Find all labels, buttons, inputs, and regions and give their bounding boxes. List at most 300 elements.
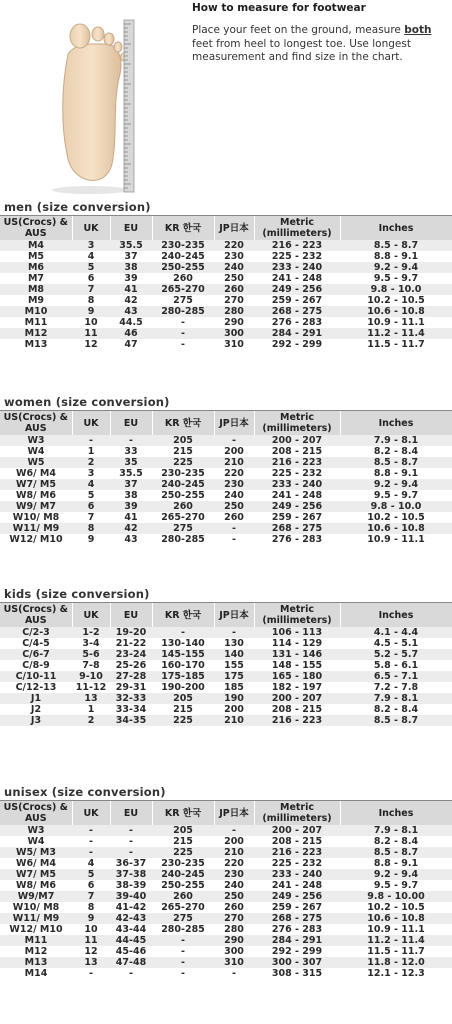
cell-inches: 7.9 - 8.1	[340, 435, 452, 446]
cell-jp: 230	[214, 869, 254, 880]
cell-metric: 259 - 267	[254, 512, 340, 523]
cell-inches: 9.8 - 10.0	[340, 501, 452, 512]
cell-inches: 8.8 - 9.1	[340, 468, 452, 479]
cell-jp: 270	[214, 295, 254, 306]
cell-us-aus: M7	[0, 273, 72, 284]
cell-inches: 8.5 - 8.7	[340, 457, 452, 468]
cell-us-aus: W10/ M8	[0, 902, 72, 913]
cell-kr: 225	[152, 715, 214, 726]
cell-jp: -	[214, 825, 254, 836]
cell-jp: 260	[214, 512, 254, 523]
cell-kr: 205	[152, 435, 214, 446]
cell-jp: 260	[214, 902, 254, 913]
cell-metric: 268 - 275	[254, 913, 340, 924]
cell-us-aus: C/4-5	[0, 638, 72, 649]
cell-metric: 114 - 129	[254, 638, 340, 649]
cell-jp: 240	[214, 262, 254, 273]
cell-metric: 241 - 248	[254, 490, 340, 501]
cell-jp: 130	[214, 638, 254, 649]
cell-jp: 200	[214, 446, 254, 457]
cell-metric: 284 - 291	[254, 328, 340, 339]
cell-jp: 210	[214, 847, 254, 858]
cell-kr: 280-285	[152, 924, 214, 935]
column-header-uk: UK	[72, 801, 110, 825]
cell-uk: 7	[72, 891, 110, 902]
cell-us-aus: J1	[0, 693, 72, 704]
cell-uk: -	[72, 847, 110, 858]
cell-uk: 7	[72, 512, 110, 523]
cell-kr: 215	[152, 836, 214, 847]
cell-jp: 240	[214, 490, 254, 501]
column-header-eu: EU	[110, 801, 152, 825]
cell-eu: -	[110, 825, 152, 836]
cell-uk: 9-10	[72, 671, 110, 682]
cell-jp: 200	[214, 836, 254, 847]
cell-inches: 9.8 - 10.0	[340, 284, 452, 295]
cell-eu: 42-43	[110, 913, 152, 924]
cell-inches: 10.9 - 11.1	[340, 317, 452, 328]
cell-jp: 280	[214, 306, 254, 317]
cell-us-aus: W7/ M5	[0, 869, 72, 880]
cell-us-aus: M11	[0, 317, 72, 328]
cell-kr: -	[152, 317, 214, 328]
cell-metric: 241 - 248	[254, 880, 340, 891]
cell-kr: -	[152, 339, 214, 350]
cell-jp: -	[214, 435, 254, 446]
cell-uk: 1	[72, 704, 110, 715]
cell-inches: 7.9 - 8.1	[340, 693, 452, 704]
cell-metric: 148 - 155	[254, 660, 340, 671]
column-header-us-aus: US(Crocs) & AUS	[0, 801, 72, 825]
cell-uk: 5	[72, 869, 110, 880]
measuring-tape	[124, 20, 134, 192]
men-size-section	[0, 200, 452, 350]
cell-jp: 140	[214, 649, 254, 660]
cell-kr: 260	[152, 501, 214, 512]
cell-eu: 38	[110, 490, 152, 501]
cell-metric: 165 - 180	[254, 671, 340, 682]
cell-inches: 9.5 - 9.7	[340, 273, 452, 284]
cell-kr: 240-245	[152, 869, 214, 880]
cell-eu: 43	[110, 534, 152, 545]
cell-jp: -	[214, 523, 254, 534]
cell-metric: 249 - 256	[254, 284, 340, 295]
table-row	[0, 847, 452, 858]
cell-uk: 5	[72, 262, 110, 273]
cell-inches: 8.5 - 8.7	[340, 847, 452, 858]
cell-metric: 268 - 275	[254, 306, 340, 317]
cell-us-aus: M8	[0, 284, 72, 295]
table-row	[0, 902, 452, 913]
table-row	[0, 295, 452, 306]
cell-us-aus: C/12-13	[0, 682, 72, 693]
cell-kr: 225	[152, 457, 214, 468]
cell-metric: 233 - 240	[254, 479, 340, 490]
cell-kr: 280-285	[152, 306, 214, 317]
cell-us-aus: W8/ M6	[0, 880, 72, 891]
cell-kr: 230-235	[152, 240, 214, 251]
cell-eu: 42	[110, 523, 152, 534]
cell-eu: 39-40	[110, 891, 152, 902]
cell-eu: 25-26	[110, 660, 152, 671]
table-row	[0, 534, 452, 545]
cell-metric: 225 - 232	[254, 251, 340, 262]
cell-metric: 106 - 113	[254, 627, 340, 638]
cell-metric: 200 - 207	[254, 693, 340, 704]
cell-inches: 4.1 - 4.4	[340, 627, 452, 638]
cell-us-aus: W3	[0, 435, 72, 446]
cell-eu: 38	[110, 262, 152, 273]
cell-inches: 4.5 - 5.1	[340, 638, 452, 649]
cell-kr: 265-270	[152, 284, 214, 295]
cell-jp: 270	[214, 913, 254, 924]
cell-kr: 240-245	[152, 479, 214, 490]
cell-uk: 2	[72, 457, 110, 468]
kids-size-section	[0, 587, 452, 726]
cell-us-aus: J3	[0, 715, 72, 726]
cell-eu: 21-22	[110, 638, 152, 649]
table-row	[0, 273, 452, 284]
cell-us-aus: M9	[0, 295, 72, 306]
cell-inches: 11.2 - 11.4	[340, 935, 452, 946]
cell-inches: 9.2 - 9.4	[340, 479, 452, 490]
cell-eu: 43	[110, 306, 152, 317]
cell-eu: 37-38	[110, 869, 152, 880]
cell-us-aus: M4	[0, 240, 72, 251]
column-header-inches: Inches	[340, 603, 452, 627]
cell-inches: 8.5 - 8.7	[340, 240, 452, 251]
cell-eu: 41-42	[110, 902, 152, 913]
cell-us-aus: M13	[0, 957, 72, 968]
cell-uk: -	[72, 825, 110, 836]
cell-us-aus: M10	[0, 306, 72, 317]
cell-us-aus: W5	[0, 457, 72, 468]
section-title: men (size conversion)	[4, 200, 151, 214]
cell-metric: 208 - 215	[254, 446, 340, 457]
cell-us-aus: M5	[0, 251, 72, 262]
cell-kr: 230-235	[152, 468, 214, 479]
guide-title: How to measure for footwear	[192, 2, 366, 14]
cell-uk: 2	[72, 715, 110, 726]
table-row	[0, 512, 452, 523]
cell-us-aus: W6/ M4	[0, 858, 72, 869]
cell-uk: 6	[72, 501, 110, 512]
cell-inches: 5.2 - 5.7	[340, 649, 452, 660]
table-row	[0, 660, 452, 671]
cell-uk: 13	[72, 693, 110, 704]
column-header-jp: JP日本	[214, 801, 254, 825]
table-row	[0, 479, 452, 490]
column-header-metric: Metric (millimeters)	[254, 603, 340, 627]
cell-metric: 308 - 315	[254, 968, 340, 979]
cell-inches: 8.8 - 9.1	[340, 251, 452, 262]
cell-kr: 265-270	[152, 902, 214, 913]
cell-jp: 190	[214, 693, 254, 704]
cell-jp: 220	[214, 468, 254, 479]
cell-eu: 33-34	[110, 704, 152, 715]
cell-eu: 47-48	[110, 957, 152, 968]
cell-eu: 42	[110, 295, 152, 306]
cell-metric: 233 - 240	[254, 869, 340, 880]
cell-metric: 216 - 223	[254, 847, 340, 858]
cell-kr: 175-185	[152, 671, 214, 682]
cell-jp: 200	[214, 704, 254, 715]
cell-jp: 290	[214, 317, 254, 328]
cell-uk: -	[72, 435, 110, 446]
cell-jp: 210	[214, 457, 254, 468]
cell-us-aus: W4	[0, 836, 72, 847]
cell-us-aus: W4	[0, 446, 72, 457]
cell-uk: 4	[72, 479, 110, 490]
table-row	[0, 306, 452, 317]
cell-kr: -	[152, 627, 214, 638]
column-header-inches: Inches	[340, 801, 452, 825]
cell-inches: 10.2 - 10.5	[340, 295, 452, 306]
cell-eu: 19-20	[110, 627, 152, 638]
table-row	[0, 957, 452, 968]
cell-eu: 41	[110, 512, 152, 523]
cell-jp: -	[214, 627, 254, 638]
cell-kr: 205	[152, 825, 214, 836]
cell-inches: 9.8 - 10.00	[340, 891, 452, 902]
cell-inches: 10.2 - 10.5	[340, 512, 452, 523]
cell-kr: 250-255	[152, 880, 214, 891]
cell-eu: 46	[110, 328, 152, 339]
cell-metric: 208 - 215	[254, 704, 340, 715]
cell-eu: 47	[110, 339, 152, 350]
column-header-us-aus: US(Crocs) & AUS	[0, 603, 72, 627]
cell-metric: 249 - 256	[254, 501, 340, 512]
cell-jp: 310	[214, 957, 254, 968]
table-row	[0, 836, 452, 847]
cell-kr: 225	[152, 847, 214, 858]
cell-inches: 8.2 - 8.4	[340, 446, 452, 457]
cell-metric: 208 - 215	[254, 836, 340, 847]
cell-kr: 275	[152, 523, 214, 534]
cell-uk: 9	[72, 913, 110, 924]
cell-uk: 7	[72, 284, 110, 295]
cell-metric: 216 - 223	[254, 457, 340, 468]
kids-size-table	[0, 603, 452, 726]
cell-jp: 250	[214, 273, 254, 284]
table-row	[0, 435, 452, 446]
cell-jp: 300	[214, 328, 254, 339]
table-row	[0, 446, 452, 457]
cell-jp: 155	[214, 660, 254, 671]
section-title: unisex (size conversion)	[4, 785, 166, 799]
cell-metric: 131 - 146	[254, 649, 340, 660]
cell-jp: 300	[214, 946, 254, 957]
cell-jp: 310	[214, 339, 254, 350]
cell-eu: 23-24	[110, 649, 152, 660]
table-row	[0, 924, 452, 935]
cell-us-aus: W11/ M9	[0, 523, 72, 534]
cell-uk: 10	[72, 924, 110, 935]
cell-eu: -	[110, 836, 152, 847]
cell-kr: -	[152, 946, 214, 957]
cell-kr: 265-270	[152, 512, 214, 523]
cell-uk: 8	[72, 902, 110, 913]
header-row	[0, 411, 452, 435]
cell-inches: 10.2 - 10.5	[340, 902, 452, 913]
table-row	[0, 339, 452, 350]
column-header-kr: KR 한국	[152, 603, 214, 627]
cell-metric: 216 - 223	[254, 715, 340, 726]
cell-eu: 35	[110, 457, 152, 468]
cell-jp: 230	[214, 251, 254, 262]
column-header-eu: EU	[110, 603, 152, 627]
cell-us-aus: W9/M7	[0, 891, 72, 902]
table-row	[0, 704, 452, 715]
cell-inches: 8.8 - 9.1	[340, 858, 452, 869]
column-header-kr: KR 한국	[152, 801, 214, 825]
cell-eu: -	[110, 435, 152, 446]
cell-inches: 11.5 - 11.7	[340, 946, 452, 957]
unisex-size-section	[0, 785, 452, 979]
cell-inches: 10.6 - 10.8	[340, 913, 452, 924]
column-header-uk: UK	[72, 411, 110, 435]
cell-inches: 9.2 - 9.4	[340, 869, 452, 880]
cell-inches: 8.2 - 8.4	[340, 704, 452, 715]
measure-guide	[0, 0, 452, 194]
table-row	[0, 671, 452, 682]
cell-us-aus: W12/ M10	[0, 534, 72, 545]
table-row	[0, 682, 452, 693]
column-header-inches: Inches	[340, 411, 452, 435]
cell-us-aus: M12	[0, 946, 72, 957]
column-header-uk: UK	[72, 603, 110, 627]
foot-measuring-illustration	[40, 14, 140, 194]
cell-kr: -	[152, 935, 214, 946]
cell-uk: -	[72, 968, 110, 979]
unisex-size-table	[0, 801, 452, 979]
cell-inches: 12.1 - 12.3	[340, 968, 452, 979]
cell-metric: 292 - 299	[254, 946, 340, 957]
women-size-section	[0, 395, 452, 545]
table-row	[0, 490, 452, 501]
header-row	[0, 603, 452, 627]
cell-metric: 284 - 291	[254, 935, 340, 946]
table-row	[0, 284, 452, 295]
cell-inches: 6.5 - 7.1	[340, 671, 452, 682]
cell-jp: 250	[214, 501, 254, 512]
cell-jp: 250	[214, 891, 254, 902]
cell-eu: 41	[110, 284, 152, 295]
cell-uk: 7-8	[72, 660, 110, 671]
cell-inches: 5.8 - 6.1	[340, 660, 452, 671]
cell-us-aus: M6	[0, 262, 72, 273]
cell-metric: 233 - 240	[254, 262, 340, 273]
column-header-us-aus: US(Crocs) & AUS	[0, 411, 72, 435]
table-row	[0, 523, 452, 534]
cell-us-aus: W7/ M5	[0, 479, 72, 490]
cell-uk: 3	[72, 468, 110, 479]
cell-uk: 5	[72, 490, 110, 501]
column-header-jp: JP日本	[214, 603, 254, 627]
cell-metric: 276 - 283	[254, 534, 340, 545]
table-row	[0, 891, 452, 902]
cell-uk: 11	[72, 328, 110, 339]
cell-kr: 275	[152, 295, 214, 306]
cell-eu: 43-44	[110, 924, 152, 935]
cell-kr: -	[152, 328, 214, 339]
cell-uk: 12	[72, 339, 110, 350]
column-header-jp: JP日本	[214, 216, 254, 240]
women-size-table	[0, 411, 452, 545]
cell-us-aus: W3	[0, 825, 72, 836]
cell-metric: 276 - 283	[254, 924, 340, 935]
cell-jp: 175	[214, 671, 254, 682]
column-header-jp: JP日本	[214, 411, 254, 435]
cell-kr: 250-255	[152, 490, 214, 501]
cell-metric: 249 - 256	[254, 891, 340, 902]
cell-inches: 9.2 - 9.4	[340, 262, 452, 273]
table-row	[0, 468, 452, 479]
column-header-kr: KR 한국	[152, 411, 214, 435]
cell-uk: 11	[72, 935, 110, 946]
column-header-us-aus: US(Crocs) & AUS	[0, 216, 72, 240]
cell-uk: 9	[72, 534, 110, 545]
cell-inches: 10.9 - 11.1	[340, 924, 452, 935]
cell-us-aus: W5/ M3	[0, 847, 72, 858]
cell-kr: 215	[152, 446, 214, 457]
table-row	[0, 825, 452, 836]
cell-inches: 7.9 - 8.1	[340, 825, 452, 836]
table-row	[0, 946, 452, 957]
column-header-metric: Metric (millimeters)	[254, 801, 340, 825]
cell-us-aus: M12	[0, 328, 72, 339]
cell-eu: 39	[110, 273, 152, 284]
cell-inches: 8.5 - 8.7	[340, 715, 452, 726]
column-header-kr: KR 한국	[152, 216, 214, 240]
cell-metric: 225 - 232	[254, 468, 340, 479]
cell-eu: 38-39	[110, 880, 152, 891]
column-header-eu: EU	[110, 216, 152, 240]
cell-inches: 9.5 - 9.7	[340, 880, 452, 891]
table-row	[0, 251, 452, 262]
cell-uk: 3-4	[72, 638, 110, 649]
cell-metric: 276 - 283	[254, 317, 340, 328]
cell-kr: 230-235	[152, 858, 214, 869]
cell-eu: 33	[110, 446, 152, 457]
cell-us-aus: W8/ M6	[0, 490, 72, 501]
column-header-metric: Metric (millimeters)	[254, 411, 340, 435]
cell-metric: 259 - 267	[254, 902, 340, 913]
cell-inches: 10.9 - 11.1	[340, 534, 452, 545]
table-row	[0, 328, 452, 339]
cell-us-aus: C/8-9	[0, 660, 72, 671]
cell-jp: 230	[214, 479, 254, 490]
cell-uk: 5-6	[72, 649, 110, 660]
cell-inches: 11.5 - 11.7	[340, 339, 452, 350]
cell-inches: 7.2 - 7.8	[340, 682, 452, 693]
table-row	[0, 715, 452, 726]
cell-metric: 300 - 307	[254, 957, 340, 968]
cell-jp: 260	[214, 284, 254, 295]
cell-metric: 216 - 223	[254, 240, 340, 251]
cell-us-aus: C/10-11	[0, 671, 72, 682]
column-header-uk: UK	[72, 216, 110, 240]
table-row	[0, 457, 452, 468]
cell-uk: 3	[72, 240, 110, 251]
column-header-eu: EU	[110, 411, 152, 435]
cell-jp: 240	[214, 880, 254, 891]
cell-us-aus: W9/ M7	[0, 501, 72, 512]
cell-eu: 39	[110, 501, 152, 512]
cell-kr: 130-140	[152, 638, 214, 649]
cell-metric: 241 - 248	[254, 273, 340, 284]
cell-metric: 182 - 197	[254, 682, 340, 693]
